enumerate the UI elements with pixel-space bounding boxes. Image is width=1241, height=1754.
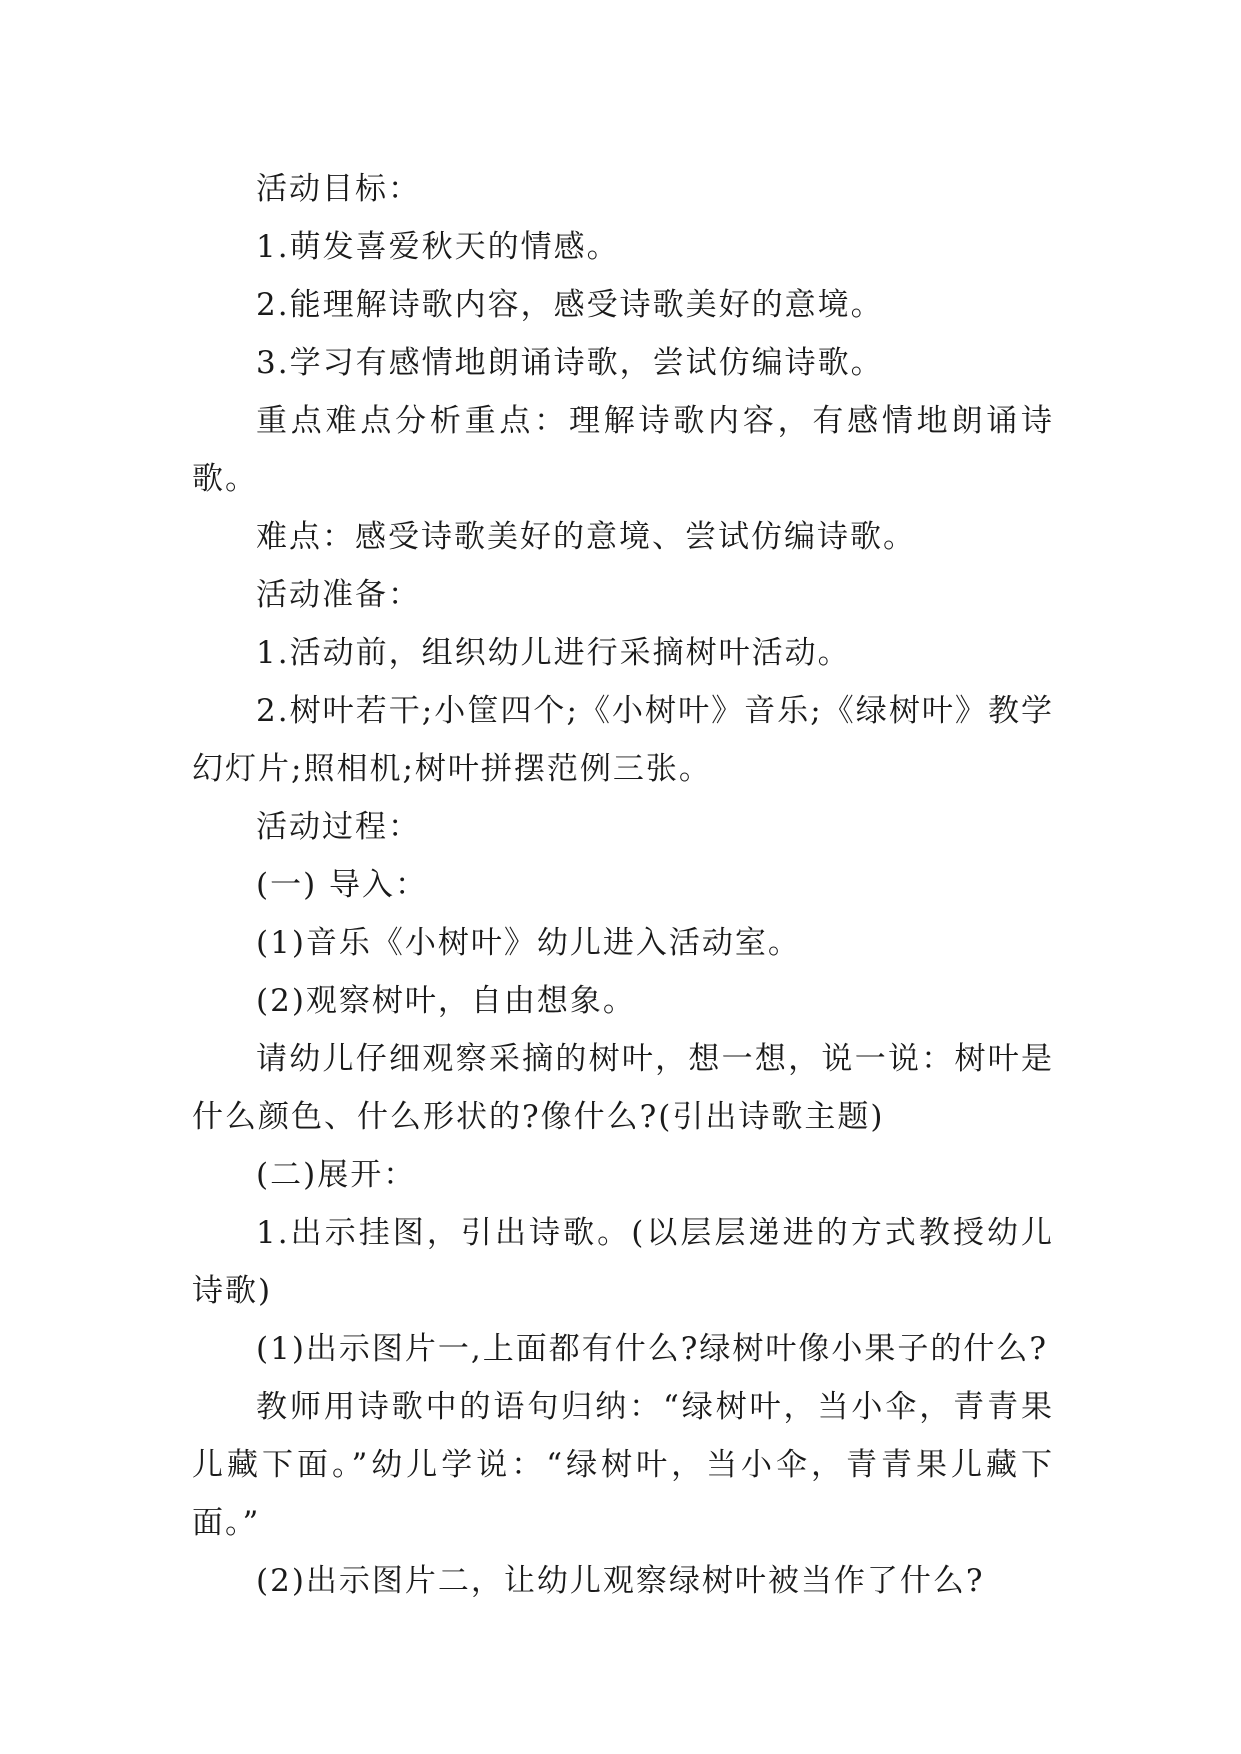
- paragraph: (二)展开：: [256, 1157, 417, 1193]
- paragraph: 1.萌发喜爱秋天的情感。: [256, 229, 620, 265]
- paragraph: 3.学习有感情地朗诵诗歌，尝试仿编诗歌。: [256, 345, 884, 381]
- paragraph: 难点：感受诗歌美好的意境、尝试仿编诗歌。: [256, 519, 916, 555]
- paragraph: 请幼儿仔细观察采摘的树叶，想一想，说一说：树叶是什么颜色、什么形状的?像什么?(引出诗歌主题): [192, 1041, 1054, 1135]
- paragraph: (2)观察树叶，自由想象。: [256, 983, 636, 1019]
- paragraph: 重点难点分析重点：理解诗歌内容，有感情地朗诵诗歌。: [192, 403, 1054, 497]
- paragraph: 2.树叶若干;小筐四个;《小树叶》音乐;《绿树叶》教学幻灯片;照相机;树叶拼摆范例三张。: [192, 693, 1054, 787]
- paragraph: (2)出示图片二，让幼儿观察绿树叶被当作了什么?: [256, 1563, 985, 1599]
- paragraph: 活动准备：: [256, 577, 421, 613]
- paragraph: 活动目标：: [256, 171, 421, 207]
- paragraph: 2.能理解诗歌内容，感受诗歌美好的意境。: [256, 287, 884, 323]
- paragraph: (一) 导入：: [256, 867, 429, 903]
- document-body: [192, 160, 1054, 1610]
- paragraph: 1.出示挂图，引出诗歌。(以层层递进的方式教授幼儿诗歌): [192, 1215, 1054, 1309]
- paragraph: 教师用诗歌中的语句归纳：“绿树叶，当小伞，青青果儿藏下面。”幼儿学说：“绿树叶，当小伞，青青果儿藏下面。”: [192, 1389, 1054, 1541]
- paragraph: (1)音乐《小树叶》幼儿进入活动室。: [256, 925, 801, 961]
- paragraph: 活动过程：: [256, 809, 421, 845]
- paragraph: 1.活动前，组织幼儿进行采摘树叶活动。: [256, 635, 851, 671]
- paragraph: (1)出示图片一,上面都有什么?绿树叶像小果子的什么?: [256, 1331, 1049, 1367]
